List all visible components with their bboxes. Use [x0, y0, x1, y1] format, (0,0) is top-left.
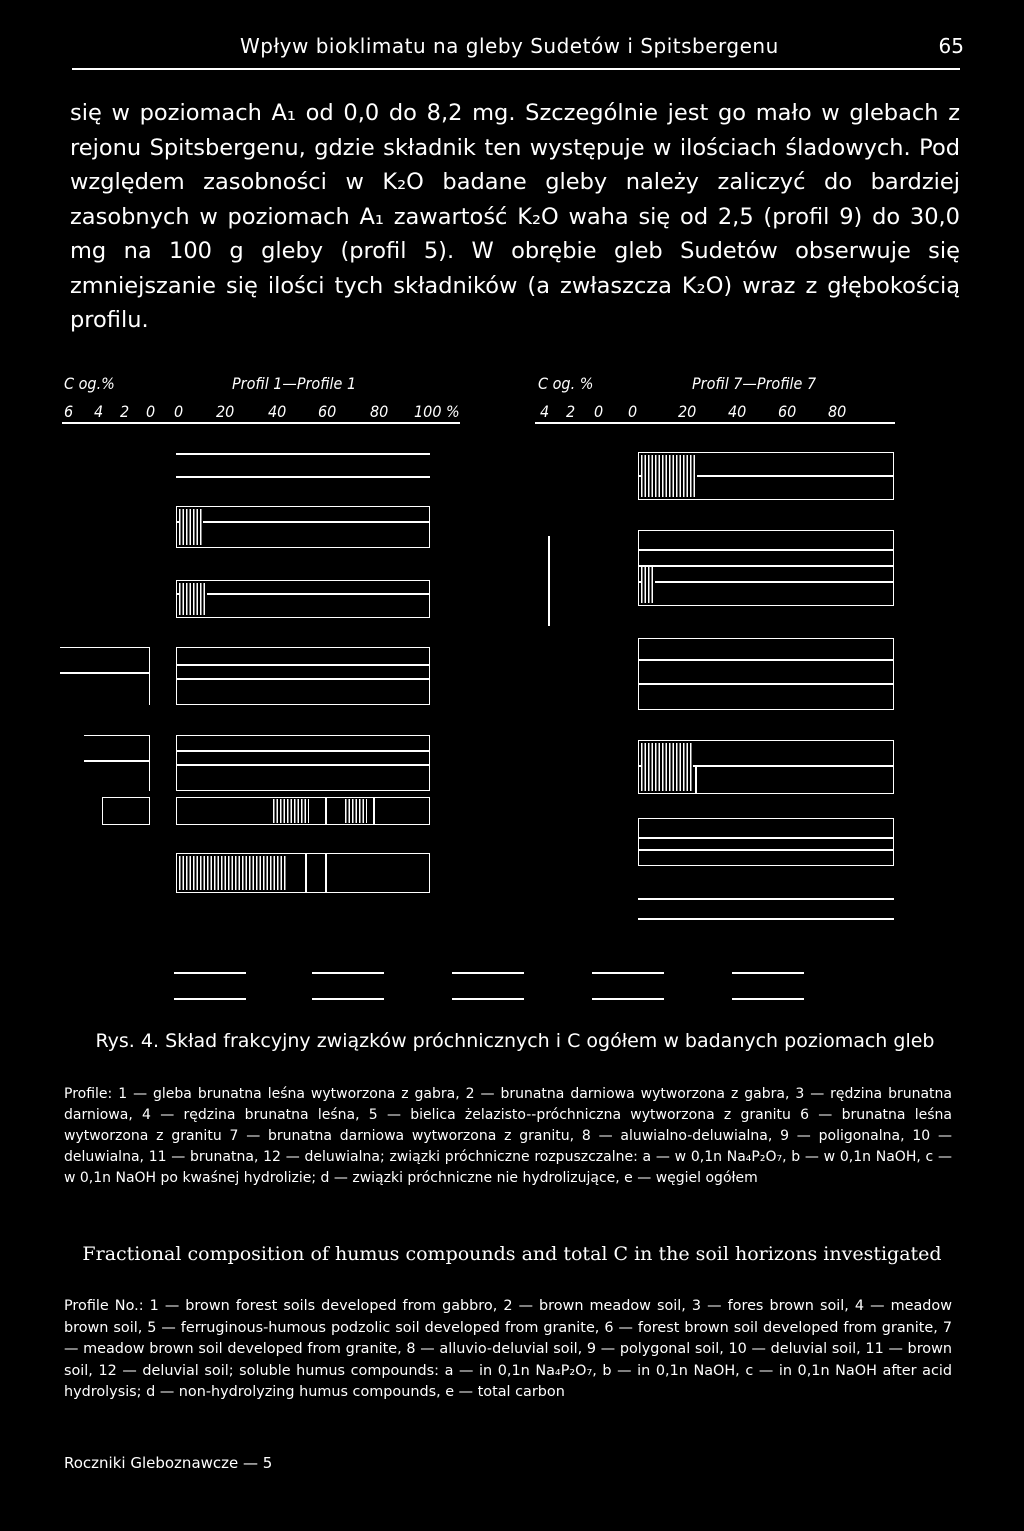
left-pct-axis	[172, 422, 460, 424]
right-c-line	[548, 536, 550, 626]
axis-tick-label: 60	[318, 402, 337, 421]
left-c-axis	[62, 422, 172, 424]
right-bar-row	[638, 740, 894, 794]
axis-tick-label: 6	[64, 402, 74, 421]
axis-tick-label: 60	[778, 402, 797, 421]
axis-tick-label: 0	[628, 402, 638, 421]
header-rule	[72, 68, 960, 70]
right-c-axis	[535, 422, 635, 424]
running-title: Wpływ bioklimatu na gleby Sudetów i Spitsbergenu	[240, 34, 779, 58]
axis-tick-label: 4	[540, 402, 550, 421]
right-row-line	[638, 918, 894, 920]
axis-tick-label: 80	[828, 402, 847, 421]
figure-caption-text: Skład frakcyjny związków próchnicznych i C ogółem w badanych poziomach gleb	[165, 1030, 935, 1052]
right-row-line	[638, 898, 894, 900]
left-c-bar	[60, 647, 150, 705]
left-c-bar	[102, 797, 150, 825]
right-pct-axis	[635, 422, 895, 424]
figure-caption-en: Fractional composition of humus compounds and total C in the soil horizons investigated	[82, 1243, 942, 1265]
right-bar-row	[638, 818, 894, 866]
journal-footer: Roczniki Gleboznawcze — 5	[64, 1454, 273, 1472]
axis-tick-label: 0	[174, 402, 184, 421]
axis-tick-label: 20	[216, 402, 235, 421]
left-c-line	[84, 760, 150, 762]
body-paragraph	[70, 96, 960, 338]
left-bar-row	[176, 853, 430, 893]
axis-tick-label: 2	[566, 402, 576, 421]
figure-legend-pl: Profile: 1 — gleba brunatna leśna wytworzona z gabra, 2 — brunatna darniowa wytworzona z gabra, 3 — rędzina brunatna darniowa, 4 — rędzina brunatna leśna, 5 — bielica żelazisto--próchniczna wytworzona z granitu 6 — brunatna leśna wytworzona z granitu 7 — brunatna darniowa wytworzona z granitu, 8 — aluwialno-deluwialna, 9 — poligonalna, 10 — deluwialna, 11 — brunatna, 12 — deluwialna; związki próchniczne rozpuszczalne: a — w 0,1n Na₄P₂O₇, b — w 0,1n NaOH, c — w 0,1n NaOH po kwaśnej hydrolizie; d — związki próchniczne nie hydrolizujące, e — węgiel ogółem	[64, 1086, 952, 1186]
axis-tick-label: 4	[94, 402, 104, 421]
axis-tick-label: 100 %	[414, 402, 460, 421]
left-row-line	[176, 453, 430, 455]
right-c-label: C og. %	[538, 374, 594, 393]
left-row-line	[176, 476, 430, 478]
right-bar-row	[638, 638, 894, 710]
left-panel-title: Profil 1—Profile 1	[232, 374, 357, 393]
left-c-bar	[84, 735, 150, 791]
figure-caption-pl	[70, 1030, 960, 1053]
axis-tick-label: 20	[678, 402, 697, 421]
left-bar-row	[176, 647, 430, 705]
axis-tick-label: 0	[146, 402, 156, 421]
figure-legend-en: Profile No.: 1 — brown forest soils developed from gabbro, 2 — brown meadow soil, 3 — fores brown soil, 4 — meadow brown soil, 5 — ferruginous-humous podzolic soil developed from granite, 6 — forest brown soil developed from granite, 7 — meadow brown soil developed from granite, 8 — alluvio-deluvial soil, 9 — polygonal soil, 10 — deluvial soil, 11 — brown soil, 12 — deluvial soil; soluble humus compounds: a — in 0,1n Na₄P₂O₇, b — in 0,1n NaOH, c — in 0,1n NaOH after acid hydrolysis; d — non-hydrolyzing humus compounds, e — total carbon	[64, 1298, 952, 1400]
axis-tick-label: 80	[370, 402, 389, 421]
axis-tick-label: 40	[728, 402, 747, 421]
left-bar-row	[176, 797, 430, 825]
axis-tick-label: 0	[594, 402, 604, 421]
page-number: 65	[938, 34, 964, 58]
axis-tick-label: 40	[268, 402, 287, 421]
left-c-label: C og.%	[64, 374, 115, 393]
right-bar-row	[638, 530, 894, 606]
axis-tick-label: 2	[120, 402, 130, 421]
figure-label: Rys. 4.	[95, 1030, 160, 1052]
body-text: się w poziomach A₁ od 0,0 do 8,2 mg. Szczególnie jest go mało w glebach z rejonu Spitsbergenu, gdzie składnik ten występuje w ilościach śladowych. Pod względem zasobności w K₂O badane gleby należy zaliczyć do bardziej zasobnych w poziomach A₁ zawartość K₂O waha się od 2,5 (profil 9) do 30,0 mg na 100 g gleby (profil 5). W obrębie gleb Sudetów obserwuje się zmniejszanie się ilości tych składników (a zwłaszcza K₂O) wraz z głębokością profilu.	[70, 100, 960, 333]
left-bar-row	[176, 506, 430, 548]
right-bar-row	[638, 452, 894, 500]
right-panel-title: Profil 7—Profile 7	[692, 374, 817, 393]
left-bar-row	[176, 735, 430, 791]
left-bar-row	[176, 580, 430, 618]
left-c-line	[60, 672, 150, 674]
